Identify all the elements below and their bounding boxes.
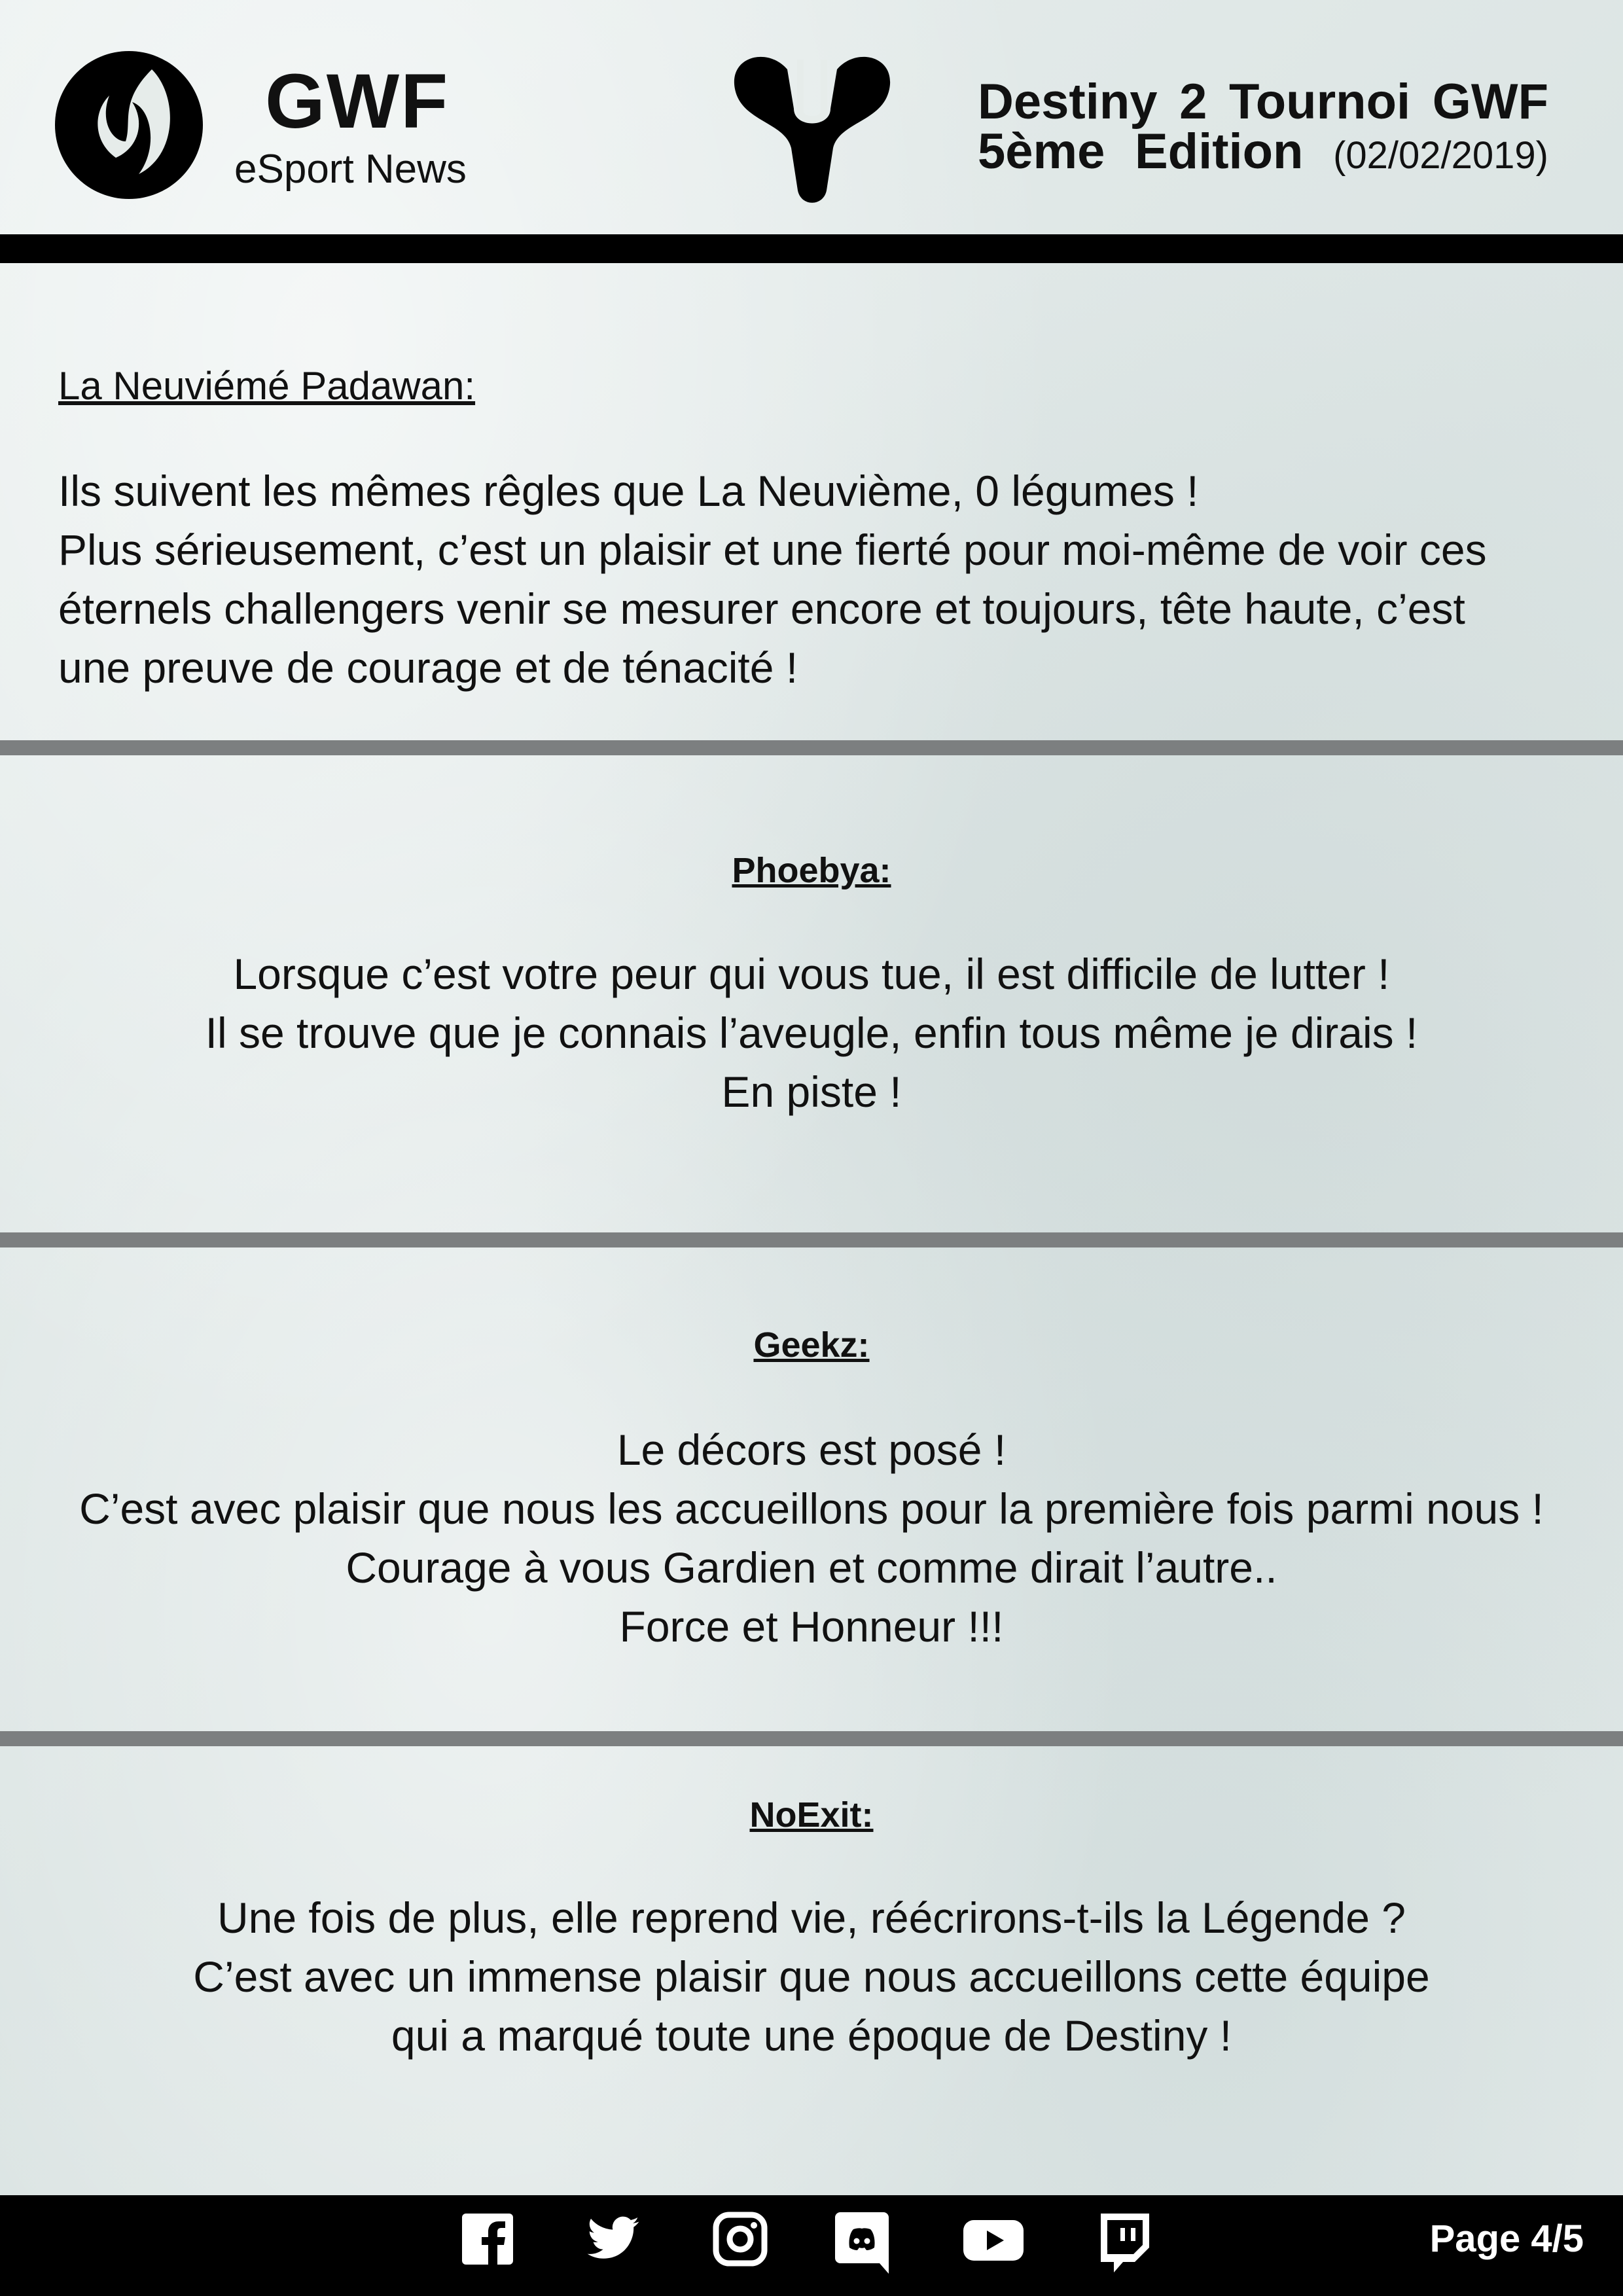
discord-icon[interactable] [834,2211,890,2267]
section-text [0,944,1623,1121]
text-line: Il se trouve que je connais l’aveugle, enfin tous même je dirais ! [205,1009,1418,1057]
facebook-icon[interactable] [459,2211,516,2267]
section-heading: NoExit: [749,1795,874,1835]
instagram-icon[interactable] [712,2211,768,2267]
footer [0,2195,1623,2296]
brand-subtitle: eSport News [234,147,467,192]
text-line: C’est avec un immense plaisir que nous accueillons cette équipe [193,1952,1430,2001]
section-heading: Phoebya: [732,851,891,890]
text-line: Plus sérieusement, c’est un plaisir et une fierté pour moi-même de voir ces [58,526,1487,574]
twitch-icon[interactable] [1097,2211,1153,2267]
header-divider [0,234,1623,263]
text-line: C’est avec plaisir que nous les accueillons pour la première fois parmi nous ! [79,1484,1544,1533]
text-line: Courage à vous Gardien et comme dirait l’autre.. [346,1543,1277,1592]
section-heading: Geekz: [753,1325,870,1365]
destiny-logo [728,50,896,204]
text-line: Force et Honneur !!! [619,1602,1004,1651]
section-divider [0,1232,1623,1247]
section-text [58,461,1487,697]
section-text [0,1888,1623,2065]
section-divider [0,1731,1623,1746]
section-heading: La Neuviémé Padawan: [58,364,476,408]
text-line: Le décors est posé ! [616,1426,1007,1474]
youtube-icon[interactable] [962,2211,1018,2267]
text-line: une preuve de courage et de ténacité ! [58,643,798,692]
twitter-icon[interactable] [585,2211,641,2267]
text-line: Lorsque c’est votre peur qui vous tue, il est difficile de lutter ! [233,950,1390,998]
text-line: qui a marqué toute une époque de Destiny ! [391,2011,1232,2060]
text-line: Une fois de plus, elle reprend vie, réécrirons-t-ils la Légende ? [217,1893,1406,1942]
tournament-title: Destiny 2 Tournoi GWF [978,74,1548,130]
text-line: Ils suivent les mêmes rêgles que La Neuvième, 0 légumes ! [58,467,1199,515]
section-divider [0,740,1623,755]
section-text [0,1420,1623,1656]
gwf-phoenix-logo [54,50,204,200]
edition: 5ème Edition [978,124,1304,179]
edition-line [978,124,1548,179]
text-line: En piste ! [721,1067,902,1116]
date: (02/02/2019) [1333,134,1548,177]
text-line: éternels challengers venir se mesurer encore et toujours, tête haute, c’est [58,584,1465,633]
page-number: Page 4/5 [1429,2217,1584,2260]
brand-name: GWF [265,58,450,145]
